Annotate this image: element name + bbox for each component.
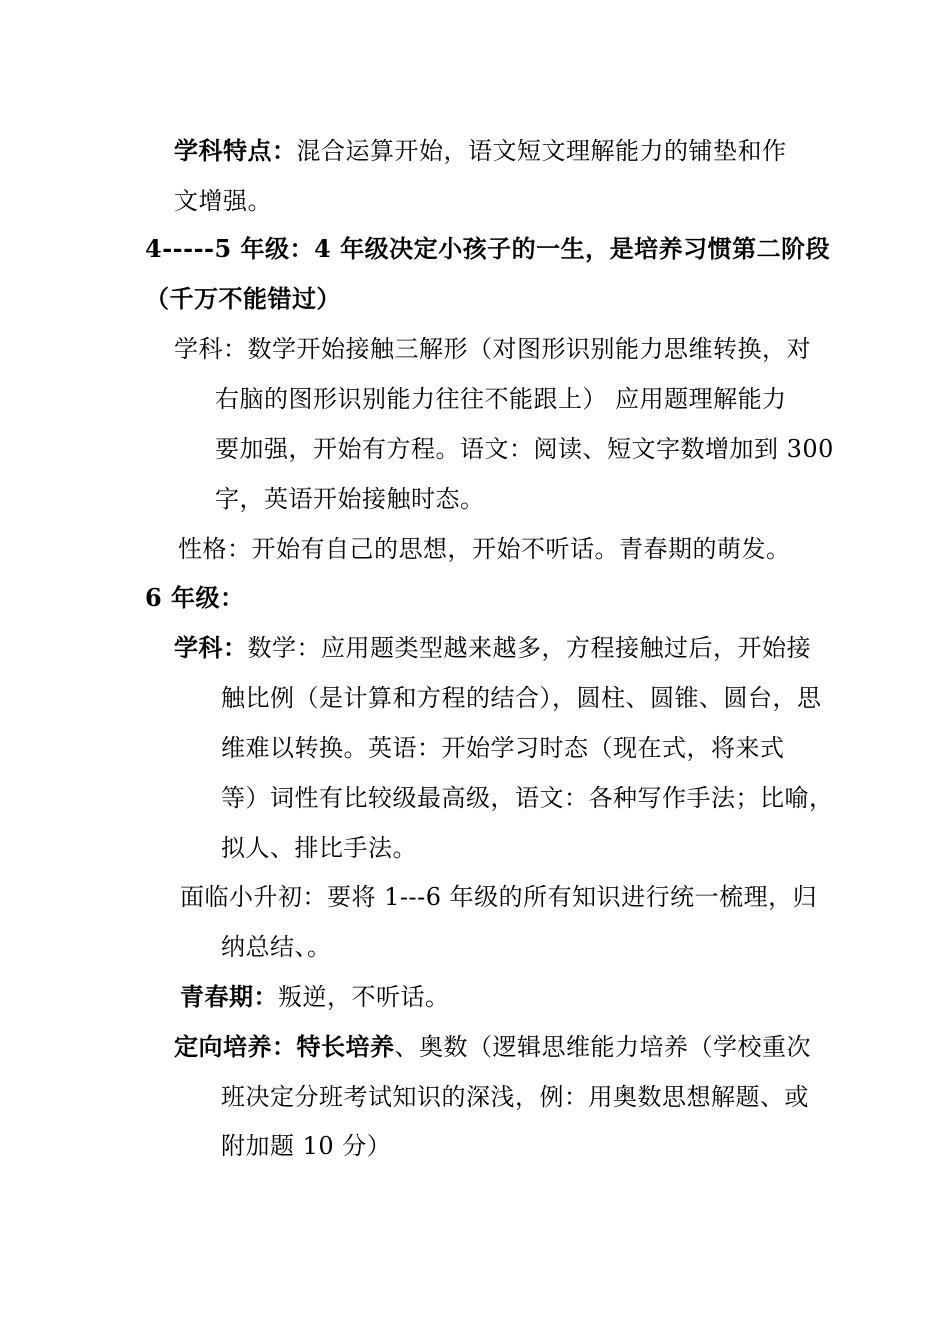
directed-training-line: [174, 1032, 811, 1062]
grade-6-subject-line: 维难以转换。英语：开始学习时态（现在式，将来式: [221, 734, 785, 762]
grade-4-5-subject-line: 学科：数学开始接触三解形（对图形识别能力思维转换，对: [174, 335, 811, 363]
grade-4-5-subject-line: 右脑的图形识别能力往往不能跟上） 应用题理解能力: [215, 385, 787, 413]
directed-training-line: 附加题 10 分）: [221, 1132, 392, 1160]
puberty-text: 叛逆，不听话。: [278, 983, 450, 1011]
junior-high-transition-line: 纳总结、。: [221, 933, 332, 961]
personality-line: 性格：开始有自己的思想，开始不听话。青春期的萌发。: [178, 535, 791, 563]
grade-6-subject-label: 学科：: [174, 633, 248, 662]
puberty-line: [180, 982, 450, 1012]
grade-4-5-heading-continued: （千万不能错过）: [145, 284, 341, 313]
subject-traits-label: 学科特点：: [174, 136, 297, 165]
grade-6-subject-line: 等）词性有比较级最高级，语文：各种写作手法；比喻，: [221, 784, 834, 812]
directed-training-line: 班决定分班考试知识的深浅，例：用奥数思想解题、或: [221, 1083, 809, 1111]
grade-4-5-subject-line: 字，英语开始接触时态。: [215, 485, 485, 513]
grade-4-5-subject-line: 要加强，开始有方程。语文：阅读、短文字数增加到 300: [215, 435, 834, 463]
grade-4-5-heading: 4-----5 年级：4 年级决定小孩子的一生，是培养习惯第二阶段: [145, 234, 831, 263]
subject-traits-continued: 文增强。: [174, 187, 272, 215]
subject-traits-text: 混合运算开始，语文短文理解能力的铺垫和作: [296, 137, 787, 165]
grade-6-heading: 6 年级：: [145, 583, 245, 612]
grade-6-subject-line: 拟人、排比手法。: [221, 834, 417, 862]
specialty-training-label: 特长培养: [296, 1032, 395, 1061]
junior-high-transition-line: 面临小升初：要将 1---6 年级的所有知识进行统一梳理，归: [180, 883, 818, 911]
grade-6-subject-text: 数学：应用题类型越来越多，方程接触过后，开始接: [247, 634, 811, 662]
directed-training-text: 、奥数（逻辑思维能力培养（学校重次: [394, 1033, 811, 1061]
subject-traits-line: [174, 136, 787, 166]
grade-6-subject-line: [174, 633, 811, 663]
grade-6-subject-line: 触比例（是计算和方程的结合），圆柱、圆锥、圆台，思: [221, 684, 822, 712]
puberty-label: 青春期：: [180, 982, 278, 1011]
directed-training-label: 定向培养：: [174, 1032, 297, 1061]
